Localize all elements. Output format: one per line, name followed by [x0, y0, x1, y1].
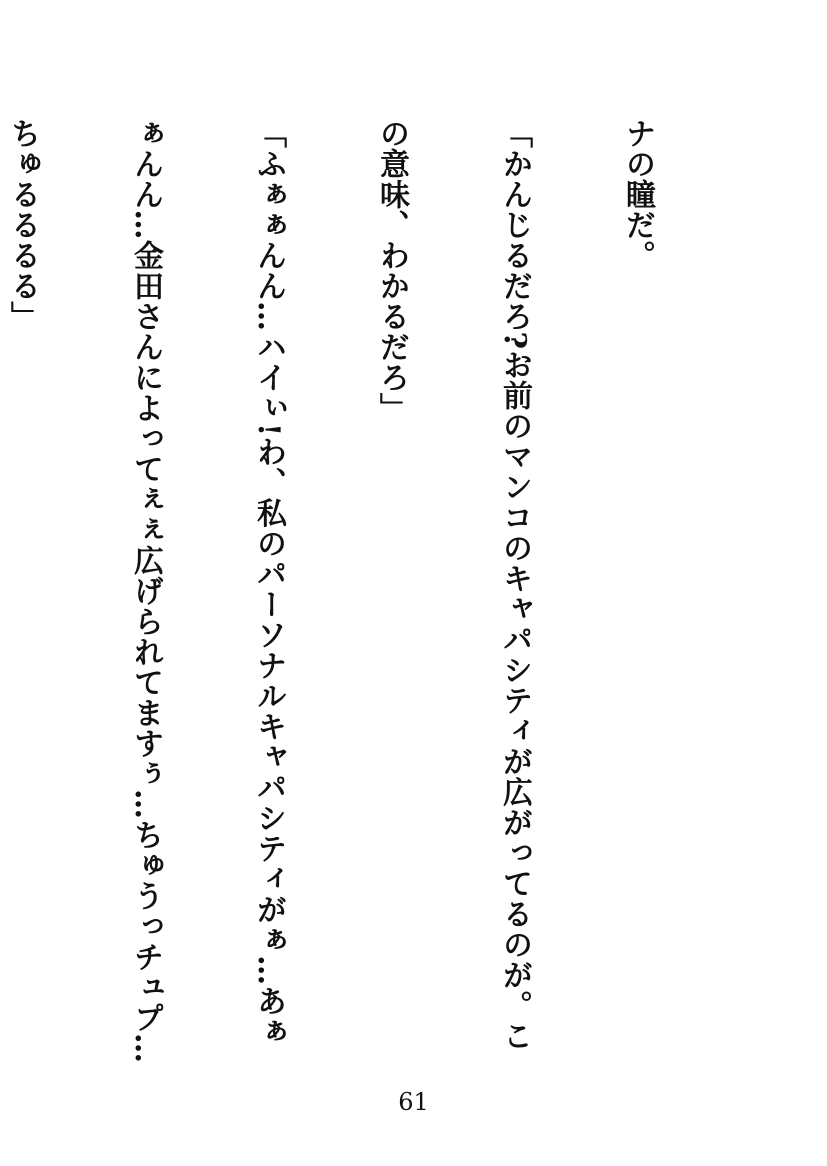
text-line: ちゅるるるる」: [5, 118, 40, 332]
text-line: 「ふぁぁんん…ハイぃ!わ、私のパーソナルキャパシティがぁ…あぁ: [251, 118, 286, 1047]
text-line: 「かんじるだろ?お前のマンコのキャパシティが広がってるのが。こ: [497, 118, 532, 1052]
page-number: 61: [398, 1088, 429, 1116]
text-line: の意味、わかるだろ」: [374, 118, 409, 423]
text-line: ナの瞳だ。: [620, 118, 655, 271]
text-line: ぁんん…金田さんによってぇぇ広げられてますぅ…ちゅうっチュプ…: [128, 118, 163, 1064]
vertical-text-block: [5, 118, 740, 1064]
